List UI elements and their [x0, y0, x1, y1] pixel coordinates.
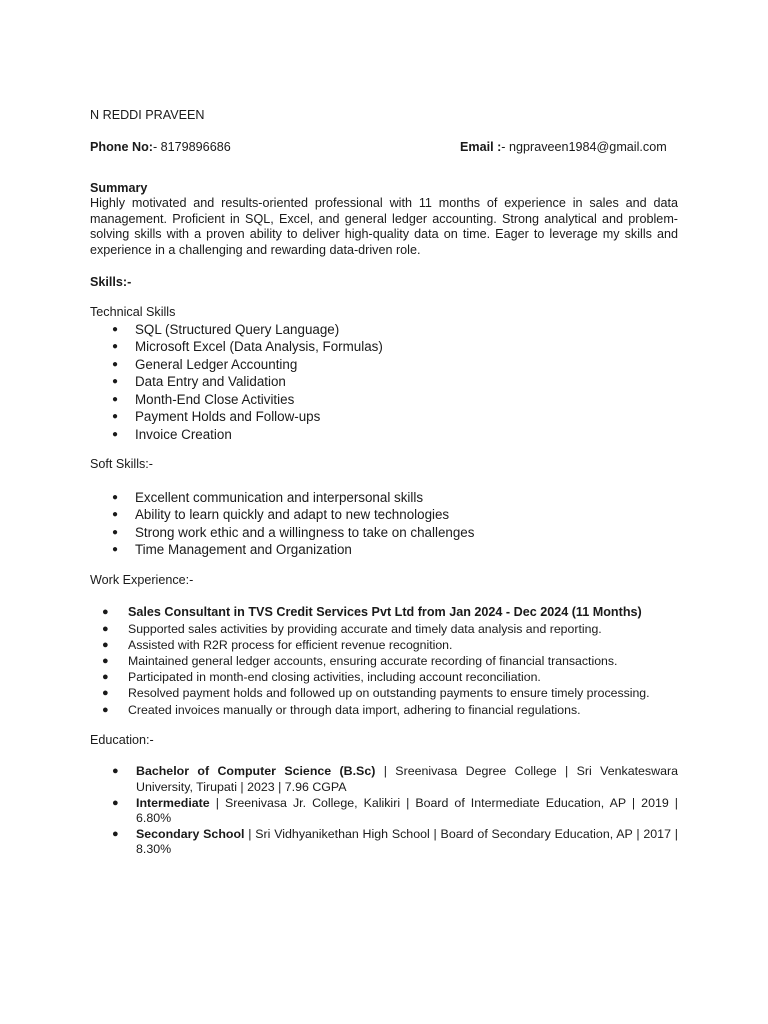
list-item-text: Microsoft Excel (Data Analysis, Formulas) — [135, 339, 383, 355]
list-item — [90, 541, 678, 559]
list-item — [90, 338, 678, 356]
email-value: - ngpraveen1984@gmail.com — [501, 139, 667, 154]
soft-skills-title — [90, 457, 678, 473]
degree-detail: | Sreenivasa Jr. College, Kalikiri | Board of Intermediate Education, AP | 2019 | 6.80% — [136, 795, 678, 826]
degree-name: Bachelor of Computer Science (B.Sc) — [136, 764, 376, 779]
bullet-icon: ● — [112, 796, 119, 809]
bullet-icon: ● — [102, 703, 109, 716]
list-item-text: Excellent communication and interpersonal skills — [135, 489, 424, 505]
skills-title: Skills:- — [90, 274, 132, 289]
summary-text: Highly motivated and results-oriented professional with 11 months of experience in sales and data management. Proficient in SQL, Excel, and general ledger accounting. Strong analytical and problem-solving skills with a proven ability to deliver high-quality data on time. Eager to leverage my skills and experience in a challenging and rewarding data-driven role. — [90, 196, 678, 257]
education-list — [90, 764, 678, 858]
list-item-text: Participated in month-end closing activities, including account reconciliation. — [128, 670, 541, 685]
work-experience-title — [90, 573, 678, 589]
list-item — [90, 621, 678, 637]
bullet-icon: ● — [102, 622, 109, 635]
bullet-icon: ● — [102, 687, 109, 700]
list-item — [90, 702, 678, 718]
education-item — [90, 764, 678, 795]
bullet-icon: ● — [112, 393, 119, 405]
bullet-icon: ● — [112, 544, 119, 556]
list-item — [90, 373, 678, 391]
bullet-icon: ● — [112, 428, 119, 440]
list-item-text: Maintained general ledger accounts, ensuring accurate recording of financial transactions. — [128, 654, 618, 669]
bullet-icon: ● — [112, 491, 119, 503]
list-item-text: Ability to learn quickly and adapt to new technologies — [135, 507, 450, 523]
bullet-icon: ● — [102, 606, 109, 619]
summary-section — [90, 181, 678, 259]
bullet-icon: ● — [112, 765, 119, 778]
bullet-icon: ● — [112, 376, 119, 388]
education-title — [90, 733, 678, 749]
list-item — [90, 426, 678, 444]
phone-value: - 8179896686 — [152, 139, 231, 154]
list-item — [90, 524, 678, 542]
list-item — [90, 637, 678, 653]
bullet-icon: ● — [112, 827, 119, 840]
email-label: Email : — [460, 139, 502, 154]
list-item-text: General Ledger Accounting — [135, 356, 298, 372]
candidate-name: N REDDI PRAVEEN — [90, 108, 205, 122]
work-experience-title-text: Work Experience:- — [90, 572, 194, 587]
list-item — [90, 604, 678, 620]
email-contact — [460, 140, 667, 156]
bullet-icon: ● — [112, 509, 119, 521]
contact-row — [90, 140, 678, 156]
list-item — [90, 391, 678, 409]
list-item-text: Resolved payment holds and followed up on outstanding payments to ensure timely processing. — [128, 686, 650, 701]
education-item — [90, 827, 678, 858]
list-item-text: Strong work ethic and a willingness to take on challenges — [135, 524, 475, 540]
bullet-icon: ● — [102, 638, 109, 651]
soft-skills-title-text: Soft Skills:- — [90, 457, 153, 472]
list-item-text: Data Entry and Validation — [135, 374, 286, 390]
list-item — [90, 489, 678, 507]
list-item — [90, 669, 678, 685]
bullet-icon: ● — [112, 358, 119, 370]
list-item-text: Time Management and Organization — [135, 542, 352, 558]
soft-skills-list — [90, 489, 678, 559]
job-title-text: Sales Consultant in TVS Credit Services Pvt Ltd from Jan 2024 - Dec 2024 (11 Months) — [128, 605, 642, 620]
list-item-text: Supported sales activities by providing accurate and timely data analysis and reporting. — [128, 621, 602, 636]
education-title-text: Education:- — [90, 732, 154, 747]
technical-skills-title-text: Technical Skills — [90, 305, 176, 320]
degree-name: Secondary School — [136, 826, 245, 841]
work-experience-list — [90, 604, 678, 717]
list-item-text: Assisted with R2R process for efficient revenue recognition. — [128, 637, 453, 652]
education-item — [90, 796, 678, 827]
phone-contact — [90, 140, 231, 156]
bullet-icon: ● — [112, 411, 119, 423]
list-item-text: SQL (Structured Query Language) — [135, 321, 340, 337]
list-item — [90, 356, 678, 374]
degree-detail: | Sri Vidhyanikethan High School | Board of Secondary Education, AP | 2017 | 8.30% — [136, 826, 678, 857]
bullet-icon: ● — [102, 655, 109, 668]
list-item — [90, 321, 678, 339]
technical-skills-list — [90, 321, 678, 444]
degree-detail: | Sreenivasa Degree College | Sri Venkateswara University, Tirupati | 2023 | 7.96 CGPA — [136, 764, 678, 795]
list-item-text: Payment Holds and Follow-ups — [135, 409, 321, 425]
bullet-icon: ● — [112, 526, 119, 538]
bullet-icon: ● — [112, 341, 119, 353]
list-item — [90, 685, 678, 701]
list-item — [90, 506, 678, 524]
list-item — [90, 408, 678, 426]
list-item — [90, 653, 678, 669]
list-item-text: Invoice Creation — [135, 426, 232, 442]
summary-title: Summary — [90, 180, 148, 195]
bullet-icon: ● — [102, 671, 109, 684]
list-item-text: Month-End Close Activities — [135, 391, 295, 407]
technical-skills-title — [90, 305, 678, 321]
list-item-text: Created invoices manually or through data import, adhering to financial regulations. — [128, 702, 581, 717]
bullet-icon: ● — [112, 323, 119, 335]
phone-label: Phone No: — [90, 139, 153, 154]
resume-page — [90, 108, 678, 858]
degree-name: Intermediate — [136, 795, 210, 810]
